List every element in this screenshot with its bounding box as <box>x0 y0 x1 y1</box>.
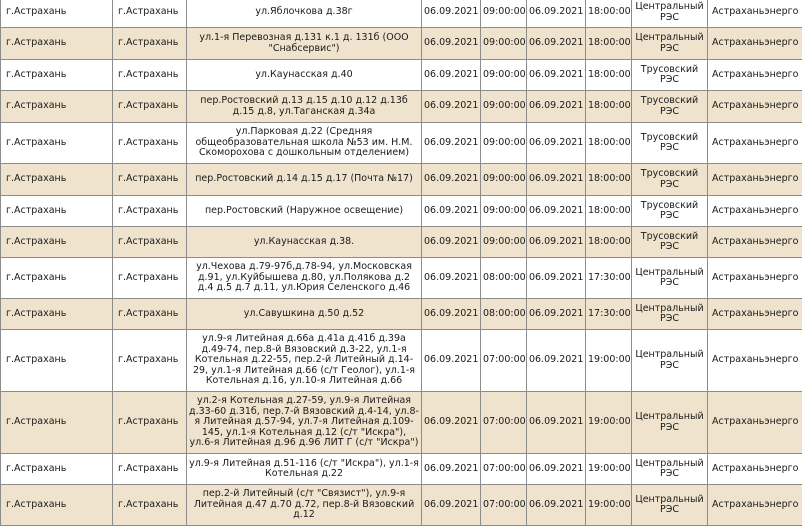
res-cell: Центральный РЭС <box>632 258 708 299</box>
end-date-cell: 06.09.2021 <box>527 454 586 485</box>
settlement-cell: г.Астрахань <box>113 392 187 454</box>
end-date-cell: 06.09.2021 <box>527 0 586 28</box>
start-date-cell: 06.09.2021 <box>422 196 481 227</box>
organization-cell: Астраханьэнерго <box>708 485 802 526</box>
organization-cell: Астраханьэнерго <box>708 299 802 330</box>
organization-cell: Астраханьэнерго <box>708 28 802 60</box>
start-date-cell: 06.09.2021 <box>422 123 481 164</box>
table-row <box>1 91 802 123</box>
organization-cell: Астраханьэнерго <box>708 91 802 123</box>
end-time-cell: 19:00:00 <box>586 330 632 392</box>
start-time-cell: 07:00:00 <box>481 485 527 526</box>
res-cell: Трусовский РЭС <box>632 60 708 91</box>
organization-cell: Астраханьэнерго <box>708 196 802 227</box>
settlement-cell: г.Астрахань <box>113 227 187 258</box>
settlement-cell: г.Астрахань <box>113 485 187 526</box>
end-date-cell: 06.09.2021 <box>527 123 586 164</box>
start-date-cell: 06.09.2021 <box>422 258 481 299</box>
res-cell: Центральный РЭС <box>632 392 708 454</box>
start-date-cell: 06.09.2021 <box>422 454 481 485</box>
organization-cell: Астраханьэнерго <box>708 227 802 258</box>
address-cell: пер.2-й Литейный (с/т "Связист"), ул.9-я Литейная д.47 д.70 д.72, пер.8-й Вязовский д.12 <box>187 485 422 526</box>
settlement-cell: г.Астрахань <box>113 330 187 392</box>
res-cell: Трусовский РЭС <box>632 164 708 196</box>
table-row <box>1 164 802 196</box>
city-cell: г.Астрахань <box>1 0 113 28</box>
table-row <box>1 0 802 28</box>
table-row <box>1 485 802 526</box>
start-date-cell: 06.09.2021 <box>422 299 481 330</box>
res-cell: Трусовский РЭС <box>632 227 708 258</box>
organization-cell: Астраханьэнерго <box>708 123 802 164</box>
settlement-cell: г.Астрахань <box>113 196 187 227</box>
organization-cell: Астраханьэнерго <box>708 258 802 299</box>
settlement-cell: г.Астрахань <box>113 299 187 330</box>
start-time-cell: 09:00:00 <box>481 0 527 28</box>
organization-cell: Астраханьэнерго <box>708 60 802 91</box>
end-date-cell: 06.09.2021 <box>527 28 586 60</box>
table-row <box>1 123 802 164</box>
city-cell: г.Астрахань <box>1 196 113 227</box>
address-cell: ул.Парковая д.22 (Средняя общеобразовательная школа №53 им. Н.М. Скоморохова с дошкольным отделением) <box>187 123 422 164</box>
res-cell: Трусовский РЭС <box>632 196 708 227</box>
city-cell: г.Астрахань <box>1 60 113 91</box>
settlement-cell: г.Астрахань <box>113 0 187 28</box>
end-time-cell: 18:00:00 <box>586 196 632 227</box>
address-cell: ул.9-я Литейная д.66а д.41а д.41б д.39а д.49-74, пер.8-й Вязовский д.3-22, ул.1-я Котельная д.22-55, пер.2-й Литейный д.14-29, ул.1-я Литейная д.66 (с/т Геолог), ул.1-я Котельная д.16, ул.10-я Литейная д.66 <box>187 330 422 392</box>
settlement-cell: г.Астрахань <box>113 123 187 164</box>
start-date-cell: 06.09.2021 <box>422 164 481 196</box>
end-time-cell: 18:00:00 <box>586 0 632 28</box>
organization-cell: Астраханьэнерго <box>708 330 802 392</box>
end-time-cell: 17:30:00 <box>586 258 632 299</box>
city-cell: г.Астрахань <box>1 392 113 454</box>
table-row <box>1 28 802 60</box>
end-date-cell: 06.09.2021 <box>527 196 586 227</box>
city-cell: г.Астрахань <box>1 123 113 164</box>
city-cell: г.Астрахань <box>1 258 113 299</box>
end-date-cell: 06.09.2021 <box>527 330 586 392</box>
start-date-cell: 06.09.2021 <box>422 485 481 526</box>
organization-cell: Астраханьэнерго <box>708 164 802 196</box>
settlement-cell: г.Астрахань <box>113 454 187 485</box>
start-time-cell: 09:00:00 <box>481 164 527 196</box>
address-cell: ул.Савушкина д.50 д.52 <box>187 299 422 330</box>
city-cell: г.Астрахань <box>1 299 113 330</box>
start-date-cell: 06.09.2021 <box>422 0 481 28</box>
city-cell: г.Астрахань <box>1 91 113 123</box>
res-cell: Трусовский РЭС <box>632 123 708 164</box>
address-cell: ул.Яблочкова д.38г <box>187 0 422 28</box>
end-time-cell: 18:00:00 <box>586 123 632 164</box>
start-time-cell: 09:00:00 <box>481 123 527 164</box>
table-row <box>1 60 802 91</box>
res-cell: Центральный РЭС <box>632 28 708 60</box>
address-cell: ул.Чехова д.79-97б,д.78-94, ул.Московская д.91, ул.Куйбышева д.80, ул.Полякова д.2 д.4 д.5 д.7 д.11, ул.Юрия Селенского д.46 <box>187 258 422 299</box>
city-cell: г.Астрахань <box>1 330 113 392</box>
table-body <box>1 0 802 526</box>
address-cell: пер.Ростовский (Наружное освещение) <box>187 196 422 227</box>
table-row <box>1 392 802 454</box>
settlement-cell: г.Астрахань <box>113 60 187 91</box>
start-date-cell: 06.09.2021 <box>422 392 481 454</box>
start-time-cell: 08:00:00 <box>481 299 527 330</box>
end-date-cell: 06.09.2021 <box>527 91 586 123</box>
start-date-cell: 06.09.2021 <box>422 60 481 91</box>
end-date-cell: 06.09.2021 <box>527 485 586 526</box>
address-cell: ул.2-я Котельная д.27-59, ул.9-я Литейная д.33-60 д.31б, пер.7-й Вязовский д.4-14, ул.8-я Литейная д.57-94, ул.7-я Литейная д.109-145, ул.1-я Котельная д.12 (с/т "Искра"), ул.6-я Литейная д.96 д.96 ЛИТ Г (с/т "Искра") <box>187 392 422 454</box>
end-date-cell: 06.09.2021 <box>527 227 586 258</box>
address-cell: ул.Каунасская д.38. <box>187 227 422 258</box>
start-time-cell: 07:00:00 <box>481 330 527 392</box>
start-time-cell: 09:00:00 <box>481 60 527 91</box>
organization-cell: Астраханьэнерго <box>708 392 802 454</box>
city-cell: г.Астрахань <box>1 454 113 485</box>
end-time-cell: 18:00:00 <box>586 164 632 196</box>
table-row <box>1 258 802 299</box>
start-date-cell: 06.09.2021 <box>422 227 481 258</box>
res-cell: Центральный РЭС <box>632 485 708 526</box>
settlement-cell: г.Астрахань <box>113 258 187 299</box>
settlement-cell: г.Астрахань <box>113 164 187 196</box>
start-time-cell: 09:00:00 <box>481 196 527 227</box>
end-time-cell: 18:00:00 <box>586 227 632 258</box>
res-cell: Центральный РЭС <box>632 330 708 392</box>
res-cell: Центральный РЭС <box>632 454 708 485</box>
start-date-cell: 06.09.2021 <box>422 330 481 392</box>
city-cell: г.Астрахань <box>1 28 113 60</box>
end-time-cell: 19:00:00 <box>586 392 632 454</box>
end-time-cell: 19:00:00 <box>586 485 632 526</box>
address-cell: ул.9-я Литейная д.51-116 (с/т "Искра"), ул.1-я Котельная д.22 <box>187 454 422 485</box>
settlement-cell: г.Астрахань <box>113 28 187 60</box>
organization-cell: Астраханьэнерго <box>708 0 802 28</box>
address-cell: пер.Ростовский д.14 д.15 д.17 (Почта №17) <box>187 164 422 196</box>
city-cell: г.Астрахань <box>1 227 113 258</box>
end-time-cell: 18:00:00 <box>586 28 632 60</box>
address-cell: ул.1-я Перевозная д.131 к.1 д. 131б (ООО "Снабсервис") <box>187 28 422 60</box>
table-row <box>1 196 802 227</box>
end-date-cell: 06.09.2021 <box>527 60 586 91</box>
end-time-cell: 17:30:00 <box>586 299 632 330</box>
start-time-cell: 07:00:00 <box>481 392 527 454</box>
organization-cell: Астраханьэнерго <box>708 454 802 485</box>
end-date-cell: 06.09.2021 <box>527 164 586 196</box>
start-time-cell: 07:00:00 <box>481 454 527 485</box>
settlement-cell: г.Астрахань <box>113 91 187 123</box>
end-time-cell: 18:00:00 <box>586 60 632 91</box>
table-row <box>1 454 802 485</box>
start-time-cell: 08:00:00 <box>481 258 527 299</box>
city-cell: г.Астрахань <box>1 164 113 196</box>
city-cell: г.Астрахань <box>1 485 113 526</box>
table-row <box>1 227 802 258</box>
end-date-cell: 06.09.2021 <box>527 299 586 330</box>
start-time-cell: 09:00:00 <box>481 91 527 123</box>
end-time-cell: 18:00:00 <box>586 91 632 123</box>
address-cell: пер.Ростовский д.13 д.15 д.10 д.12 д.13б д.15 д.8, ул.Таганская д.34а <box>187 91 422 123</box>
start-date-cell: 06.09.2021 <box>422 28 481 60</box>
table-row <box>1 330 802 392</box>
res-cell: Центральный РЭС <box>632 0 708 28</box>
start-time-cell: 09:00:00 <box>481 227 527 258</box>
table-row <box>1 299 802 330</box>
start-time-cell: 09:00:00 <box>481 28 527 60</box>
end-date-cell: 06.09.2021 <box>527 392 586 454</box>
end-date-cell: 06.09.2021 <box>527 258 586 299</box>
res-cell: Центральный РЭС <box>632 299 708 330</box>
address-cell: ул.Каунасская д.40 <box>187 60 422 91</box>
start-date-cell: 06.09.2021 <box>422 91 481 123</box>
end-time-cell: 19:00:00 <box>586 454 632 485</box>
res-cell: Трусовский РЭС <box>632 91 708 123</box>
